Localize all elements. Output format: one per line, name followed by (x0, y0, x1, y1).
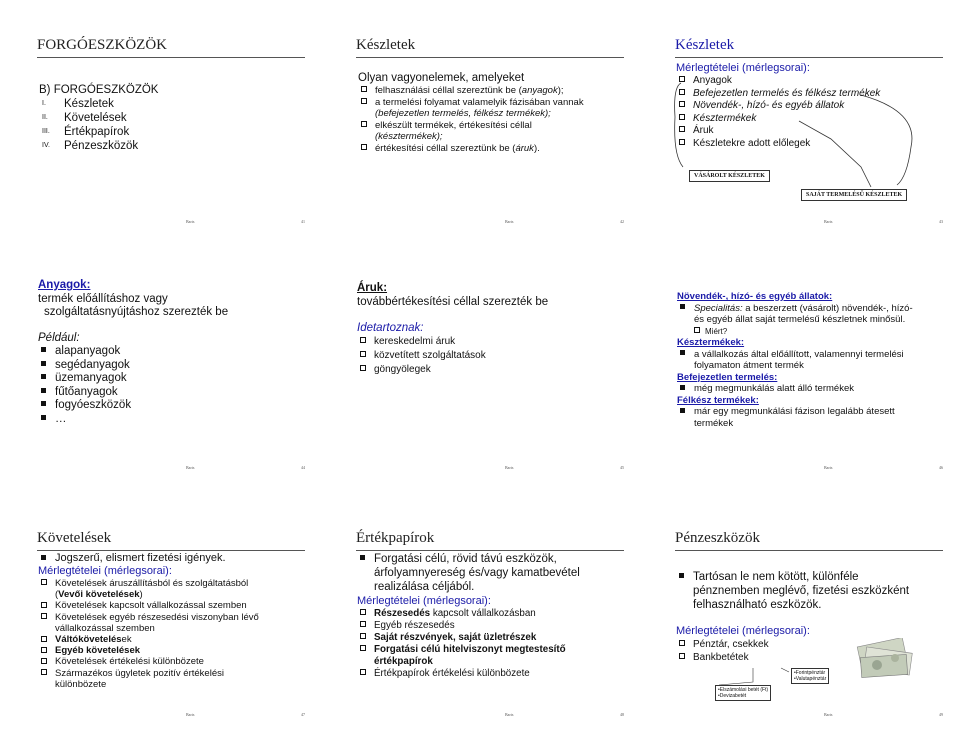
slide-footer: Barts 48 (505, 712, 624, 717)
heading: Mérlegtételei (mérlegsorai): (357, 595, 491, 607)
list-item: Követelések áruszállításból és szolgáltatásból (Vevői követelések) (38, 578, 305, 600)
square-bullet-icon (360, 609, 366, 615)
slide-title: Készletek (356, 35, 624, 58)
square-bullet-icon (360, 351, 366, 357)
list-item: Származékos ügyletek pozitív értékelési különbözete (38, 668, 305, 690)
square-bullet-icon (41, 388, 46, 393)
list-item: segédanyagok (38, 359, 305, 373)
square-bullet-icon (360, 555, 365, 560)
slide-footer: Barts 45 (505, 465, 624, 470)
square-bullet-icon (41, 658, 47, 664)
square-bullet-icon (41, 361, 46, 366)
slide-title: Követelések (37, 528, 305, 551)
slide-42 (352, 27, 628, 227)
heading-animals: Növendék-, hízó- és egyéb állatok: (677, 291, 833, 302)
list-item: a termelési folyamat valamelyik fázisában vannak (befejezetlen termelés, félkész termékek); (358, 97, 624, 120)
intro-text: Olyan vagyonelemek, amelyeket (358, 72, 525, 84)
square-bullet-icon (360, 633, 366, 639)
list-item: Követelések kapcsolt vállalkozással szemben (38, 600, 305, 611)
heading-semi-finished: Félkész termékek: (677, 394, 759, 406)
list-item: Befejezetlen termelés és félkész termékek (676, 88, 943, 101)
list-item: már egy megmunkálási fázison legalább átesett termékek (677, 406, 943, 429)
list-item: Követelések értékelési különbözete (38, 656, 305, 667)
list-item: IV. Pénzeszközök (42, 140, 139, 152)
list-item: Pénztár, csekkek (676, 638, 943, 651)
slide-footer: Barts 43 (824, 219, 943, 224)
list-item: Növendék-, hízó- és egyéb állatok (676, 100, 943, 113)
heading: Mérlegtételei (mérlegsorai): (676, 625, 810, 637)
slide-46 (671, 273, 947, 473)
list-item: Követelések egyéb részesedési viszonyban lévő vállalkozással szemben (38, 612, 305, 634)
square-bullet-icon (41, 374, 46, 379)
list-item: fogyóeszközök (38, 399, 305, 413)
list-item: Váltókövetelések (38, 634, 305, 645)
slide-title: Pénzeszközök (675, 528, 943, 551)
slide-footer: Barts 41 (186, 219, 305, 224)
square-bullet-icon (360, 365, 366, 371)
list-item: felhasználási céllal szereztünk be (anyagok); (358, 85, 624, 97)
heading: Anyagok: (38, 279, 91, 291)
list-item: Anyagok (676, 75, 943, 88)
list-item: Tartósan le nem kötött, különféle pénznemben meglévő, fizetési eszközként felhasználható eszközök. (676, 570, 943, 612)
list-item: göngyölegek (357, 363, 624, 377)
heading-finished-goods: Késztermékek: (677, 337, 745, 348)
list-item: Készletekre adott előlegek (676, 138, 943, 151)
square-bullet-icon (361, 121, 367, 127)
slide-footer: Barts 49 (824, 712, 943, 717)
square-bullet-icon (360, 621, 366, 627)
connector-lines (671, 520, 947, 720)
list-item: közvetített szolgáltatások (357, 349, 624, 363)
heading: Áruk: (357, 282, 388, 294)
square-bullet-icon (680, 385, 685, 390)
slide-41 (33, 27, 309, 227)
slide-footer: Barts 42 (505, 219, 624, 224)
list-item: Késztermékek (676, 113, 943, 126)
list-item: Specialitás: a beszerzett (vásárolt) növendék-, hízó- és egyéb állat saját termelésű készletnek minősül. (677, 303, 943, 326)
list-item: Miért? (677, 326, 943, 338)
list-item: II. Követelések (42, 112, 127, 124)
slide-44: Anyagok: termék előállításhoz vagy szolgáltatásnyújtáshoz szerezték be Például: alapanyagok segédanyagok üzemanyagok fűtőanyagok fogyóeszközök … Barts 44 (33, 273, 309, 473)
slide-43 (671, 27, 947, 227)
list-item: üzemanyagok (38, 372, 305, 386)
slide-47 (33, 520, 309, 720)
heading: B) FORGÓESZKÖZÖK (39, 84, 159, 96)
square-bullet-icon (41, 647, 47, 653)
list-item: kereskedelmi áruk (357, 335, 624, 349)
list-item: értékesítési céllal szereztünk be (áruk). (358, 143, 624, 155)
slide-title: FORGÓESZKÖZÖK (37, 35, 305, 58)
list-item: Áruk (676, 125, 943, 138)
list-item: Forgatási célú, rövid távú eszközök, árfolyamnyereség és/vagy kamatbevétel realizálása céljából. (357, 552, 624, 594)
list-item: Értékpapírok értékelési különbözete (357, 668, 624, 680)
square-bullet-icon (680, 304, 685, 309)
list-item: III. Értékpapírok (42, 126, 130, 138)
subheading: Idetartoznak: (357, 322, 424, 334)
list-item: Jogszerű, elismert fizetési igények. (38, 552, 305, 565)
purchased-inventory-label: VÁSÁROLT KÉSZLETEK (689, 170, 770, 182)
square-bullet-icon (41, 347, 46, 352)
list-item: fűtőanyagok (38, 386, 305, 400)
slide-title: Készletek (675, 35, 943, 58)
square-bullet-icon (360, 645, 366, 651)
example-label: Például: (38, 331, 80, 344)
list-item: I. Készletek (42, 98, 114, 110)
square-bullet-icon (41, 555, 46, 560)
slide-49 (671, 520, 947, 720)
list-item: még megmunkálás alatt álló termékek (677, 383, 943, 395)
list-item: a vállalkozás által előállított, valamennyi termelési folyamaton átment termék (677, 349, 943, 372)
slide-footer: Barts 47 (186, 712, 305, 717)
list-item: Egyéb részesedés (357, 620, 624, 632)
bank-deposit-box: •Elszámolási betét (Ft) •Devizabetét (715, 685, 771, 701)
list-item: Részesedés kapcsolt vállalkozásban (357, 608, 624, 620)
heading-wip: Befejezetlen termelés: (677, 371, 778, 383)
slide-footer: Barts 44 (186, 465, 305, 470)
square-bullet-icon (680, 350, 685, 355)
square-bullet-icon (41, 415, 46, 420)
list-item: Egyéb követelések (38, 645, 305, 656)
square-bullet-icon (41, 669, 47, 675)
square-bullet-icon (41, 602, 47, 608)
square-bullet-icon (361, 86, 367, 92)
list-item: Saját részvények, saját üzletrészek (357, 632, 624, 644)
slide-footer: Barts 46 (824, 465, 943, 470)
list-item: Bankbetétek (676, 651, 943, 664)
slide-48 (352, 520, 628, 720)
square-bullet-icon (694, 327, 700, 333)
square-bullet-icon (360, 669, 366, 675)
square-bullet-icon (41, 401, 46, 406)
square-bullet-icon (361, 144, 367, 150)
own-production-inventory-label: SAJÁT TERMELÉSŰ KÉSZLETEK (801, 189, 907, 201)
list-item: Forgatási célú hitelviszonyt megtestesítő értékpapírok (357, 644, 624, 668)
square-bullet-icon (680, 408, 685, 413)
list-item: … (38, 413, 305, 427)
heading: Mérlegtételei (mérlegsorai): (38, 565, 172, 577)
square-bullet-icon (360, 337, 366, 343)
heading: Mérlegtételei (mérlegsorai): (676, 62, 810, 74)
cash-register-box: •Forintpénztár •Valutapénztár (791, 668, 829, 684)
square-bullet-icon (361, 98, 367, 104)
list-item: alapanyagok (38, 345, 305, 359)
list-item: elkészült termékek, értékesítési céllal (késztermékek); (358, 120, 624, 143)
slide-title: Értékpapírok (356, 528, 624, 551)
square-bullet-icon (41, 579, 47, 585)
square-bullet-icon (41, 636, 47, 642)
square-bullet-icon (41, 613, 47, 619)
slide-45: Áruk: továbbértékesítési céllal szerezték be Idetartoznak: kereskedelmi áruk közvetített szolgáltatások göngyölegek Barts 45 (352, 273, 628, 473)
